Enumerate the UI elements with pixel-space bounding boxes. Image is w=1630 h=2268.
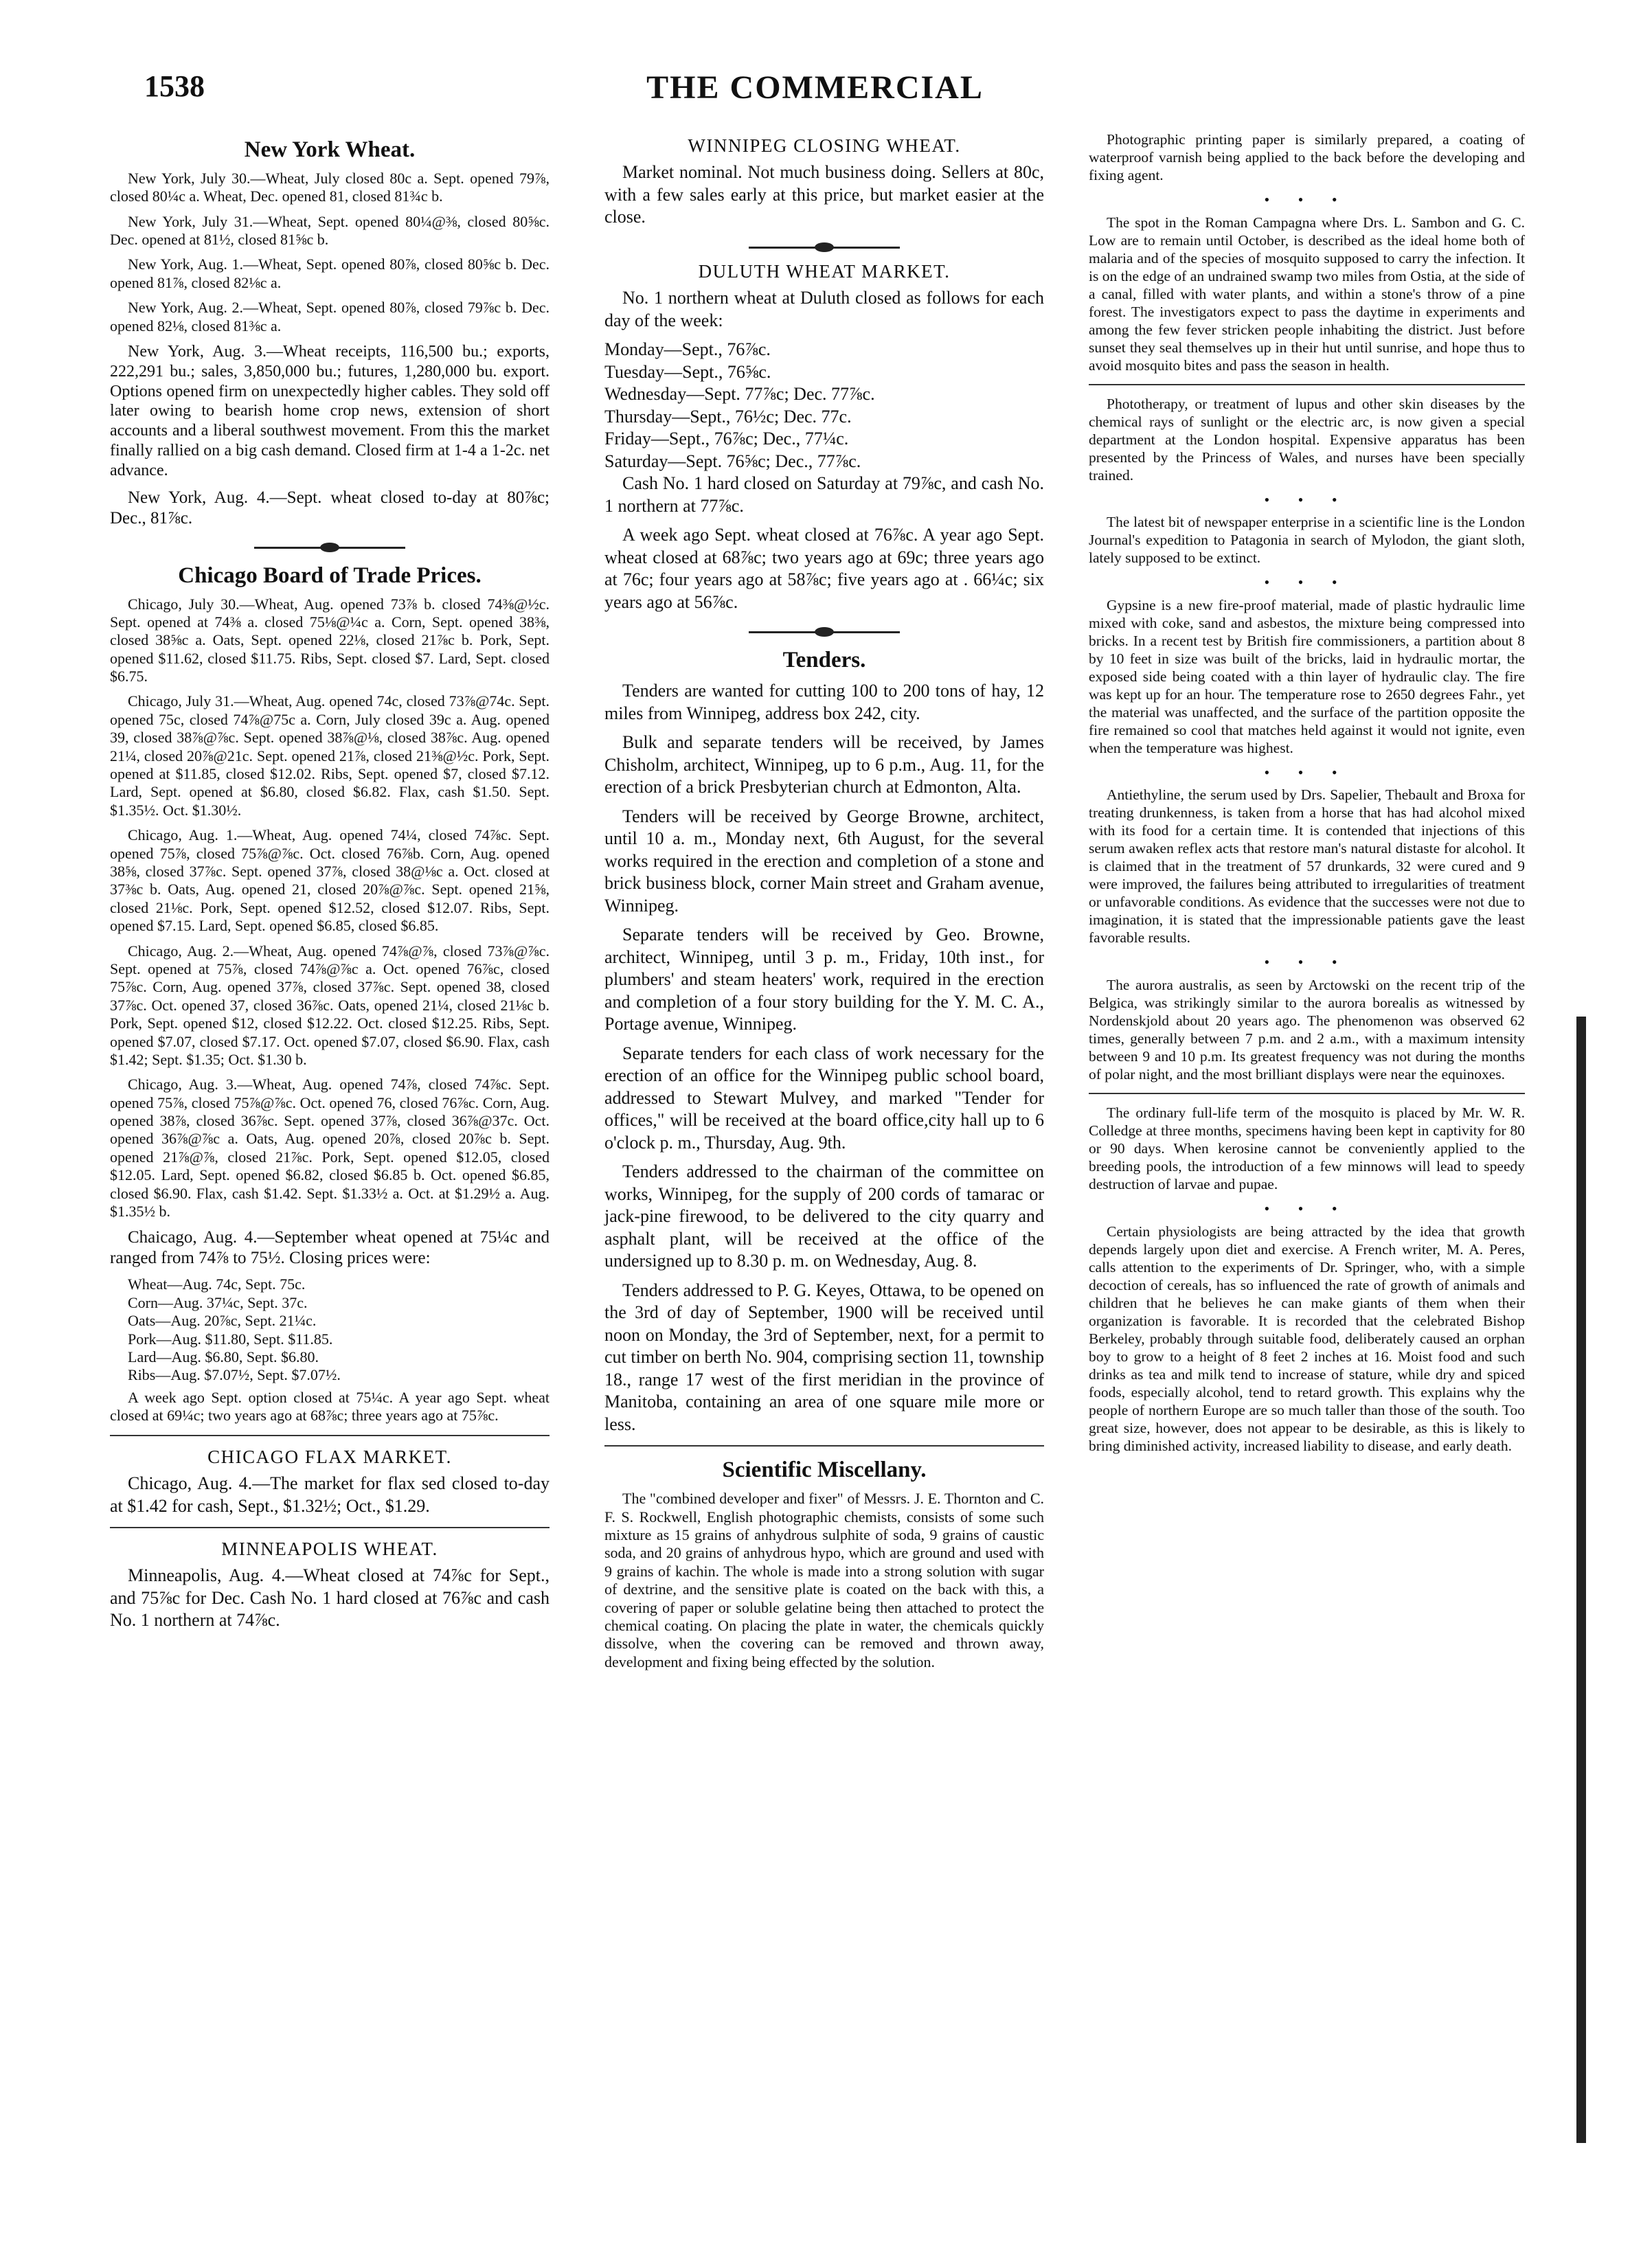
section-divider [1089, 384, 1525, 385]
scientific-item: The "combined developer and fixer" of Messrs. J. E. Thornton and C. F. S. Rockwell, English photographic chemists, consists of some such mixture as 15 grains of anhydrous sulphite of soda, 9 grains of caustic soda, and 20 grains of anhydrous hypo, which are ground and used with 9 grains of kachin. The whole is made into a strong solution with sugar of dextrine, and the sensitive plate is coated on the back with this, a covering of paper or soluble gelatine being then attached to protect the chemical coating. On placing the plate in water, the chemicals quickly dissolve, when the covering can be removed and thrown away, development and fixing being effected by the solution. [604, 1490, 1044, 1670]
minneapolis-report: Minneapolis, Aug. 4.—Wheat closed at 74⅞c for Sept., and 75⅞c for Dec. Cash No. 1 hard closed at 76⅞c and cash No. 1 northern at 74⅞c. [110, 1565, 550, 1631]
page-header [0, 69, 1630, 117]
scientific-item: The latest bit of newspaper enterprise in a scientific line is the London Journal's expedition to Patagonia in search of Mylodon, the giant sloth, lately supposed to be extinct. [1089, 514, 1525, 567]
duluth-week-ago: A week ago Sept. wheat closed at 76⅞c. A year ago Sept. wheat closed at 68⅞c; two years ago at 69c; three years ago at 76c; four years ago at 58⅞c; five years ago at . 66¼c; six years ago at 56⅞c. [604, 525, 1044, 612]
scientific-heading: Scientific Miscellany. [722, 1458, 927, 1483]
ny-report: New York, Aug. 2.—Wheat, Sept. opened 80⅞, closed 79⅞c b. Dec. opened 82⅛, closed 81⅜c a. [110, 299, 550, 334]
section-rule [749, 623, 900, 641]
tender-notice: Separate tenders for each class of work necessary for the erection of an office for the Winnipeg public school board, addressed to Stewart Mulvey, and marked "Tender for offices," will be received at the board office,city hall up to 6 o'clock p. m., Thursday, Aug. 9th. [604, 1043, 1044, 1153]
ny-report: New York, Aug. 1.—Wheat, Sept. opened 80⅞, closed 80⅝c b. Dec. opened 81⅞, closed 82⅛c a. [110, 256, 550, 291]
scientific-item: Photographic printing paper is similarly prepared, a coating of waterproof varnish being applied to the back before the developing and fixing agent. [1089, 131, 1525, 183]
scientific-item: Phototherapy, or treatment of lupus and other skin diseases by the chemical rays of sunlight or the electric arc, is now given a special department at the London hospital. Expensive apparatus has been presented by the Princess of Wales, and nurses have been specially trained. [1089, 395, 1525, 484]
scientific-item: Certain physiologists are being attracted by the idea that growth depends largely upon diet and exercise. A French writer, M. A. Peres, calls attention to the experiments of Dr. Springer, who, with a simple decoction of cereals, has so influenced the rate of growth of animals and children that he believes he can make giants of them when their organization is favorable. It is recorded that the celebrated Bishop Berkeley, probably through suitable food, deliberately caused an orphan boy to grow to a height of 8 feet 2 inches at 16. Moist food and such drinks as tea and milk tend to increase of stature, while dry and spiced foods, especially alcohol, tend to retard growth. This explains why the people of northern Europe are so much taller than those of the south. Too great size, however, does not appear to be desirable, as this is likely to bring diminished activity, increased liability to disease, and early death. [1089, 1223, 1525, 1454]
closing-price-line: Lard—Aug. $6.80, Sept. $6.80. [128, 1348, 319, 1365]
duluth-intro: No. 1 northern wheat at Duluth closed as follows for each day of the week: [604, 288, 1044, 330]
right-column [1089, 131, 1525, 1462]
ny-report: New York, July 31.—Wheat, Sept. opened 80¼@⅜, closed 80⅝c. Dec. opened at 81½, closed 81⅝c b. [110, 212, 550, 249]
ny-report: New York, Aug. 3.—Wheat receipts, 116,500 bu.; exports, 222,291 bu.; sales, 3,850,000 bu.; futures, 1,280,000 bu. export. Options opened firm on unexpectedly higher cables. They sold off later owing to bearish home crop news, extension of short accounts and a liberal southwest movement. From this the market finally rallied on a big cash demand. Closed firm at 1-4 a 1-2c. net advance. [110, 343, 550, 479]
duluth-section [604, 260, 1044, 613]
section-rule [749, 238, 900, 256]
chicago-report: Chicago, Aug. 2.—Wheat, Aug. opened 74⅞@⅞, closed 73⅞@⅞c. Sept. opened at 75⅞, closed 74⅞@⅞c a. Oct. opened 76⅞c, closed 75⅞c. Corn, Aug. opened 37⅞, closed 37⅞c. Sept. opened 38, closed 37⅞c. Oct. opened 37, closed 36⅞c. Oats, opened 21¼, closed 21⅛c b. Pork, Sept. opened $12, closed $12.22. Oct. closed $12.25. Ribs, Sept. opened $7.07, closed $7.17. Oct. opened $7.07, closed $6.90. Flax, cash $1.42; Sept. $1.35; Oct. $1.30 b. [110, 942, 550, 1068]
ny-report: New York, July 30.—Wheat, July closed 80c a. Sept. opened 79⅞, closed 80¼c a. Wheat, Dec. opened 81, closed 81¾c b. [110, 169, 550, 205]
section-divider [110, 1527, 550, 1528]
chicago-flax-section [110, 1446, 550, 1517]
duluth-day-line: Thursday—Sept., 76½c; Dec. 77c. [604, 406, 852, 427]
item-separator: • • • [1264, 953, 1350, 971]
tender-notice: Tenders addressed to P. G. Keyes, Ottawa, to be opened on the 3rd of day of September, 1900 will be received until noon on Monday, the 3rd of September, next, for a permit to cut timber on berth No. 904, comprising section 11, township 18., range 17 west of the first meridian in the province of Manitoba, containing an area of one square mile more or less. [604, 1280, 1044, 1434]
tender-notice: Separate tenders will be received by Geo. Browne, architect, Winnipeg, until 3 p. m., Friday, 10th inst., for plumbers' and steam heaters' work, required in the erection and completion of a four story building for the Y. M. C. A., Portage avenue, Winnipeg. [604, 925, 1044, 1034]
section-divider [604, 1445, 1044, 1447]
scientific-item: The spot in the Roman Campagna where Drs. L. Sambon and G. C. Low are to remain until October, is described as the ideal home both of malaria and of the species of mosquito supposed to carry the infection. It is on the edge of an undrained swamp two miles from Ostia, at the side of a canal, filled with water plants, and within a stone's throw of a pine forest. The investigators expect to pass the daytime in experiments and among the few fever stricken people inhabiting the district. Just before sunset they seal themselves up in their hut until sunrise, and hope thus to avoid mosquito bites and pass the season in health. [1089, 214, 1525, 374]
tender-notice: Tenders will be received by George Browne, architect, until 10 a. m., Monday next, 6th August, for the several works required in the erection and completion of a stone and brick business block, corner Main street and Graham avenue, Winnipeg. [604, 806, 1044, 916]
section-divider [110, 1435, 550, 1436]
item-separator: • • • [1264, 763, 1350, 781]
minneapolis-heading: MINNEAPOLIS WHEAT. [221, 1539, 438, 1559]
tender-notice: Bulk and separate tenders will be received, by James Chisholm, architect, Winnipeg, up to 6 p.m., Aug. 11, for the erection of a brick Presbyterian church at Edmonton, Alta. [604, 732, 1044, 797]
left-column [110, 131, 550, 1642]
closing-price-line: Corn—Aug. 37¼c, Sept. 37c. [128, 1293, 308, 1311]
duluth-day-line: Wednesday—Sept. 77⅞c; Dec. 77⅞c. [604, 384, 875, 405]
minneapolis-section [110, 1538, 550, 1632]
page-number: 1538 [144, 69, 205, 103]
tender-notice: Tenders addressed to the chairman of the committee on works, Winnipeg, for the supply of 200 cords of tamarac or jack-pine firewood, to be delivered to the city quarry and asphalt plant, will be received at the office of the undersigned up to 8.30 p. m. on Wednesday, Aug. 8. [604, 1161, 1044, 1271]
item-separator: • • • [1264, 490, 1350, 508]
chicago-flax-report: Chicago, Aug. 4.—The market for flax sed closed to-day at $1.42 for cash, Sept., $1.32½; Oct., $1.29. [110, 1473, 550, 1516]
winnipeg-heading: WINNIPEG CLOSING WHEAT. [688, 135, 961, 156]
duluth-day-line: Tuesday—Sept., 76⅝c. [604, 361, 771, 382]
scientific-section [604, 1456, 1044, 1671]
new-york-wheat-heading: New York Wheat. [244, 137, 416, 162]
chicago-board-heading: Chicago Board of Trade Prices. [178, 563, 482, 588]
page-title: THE COMMERCIAL [646, 69, 984, 106]
duluth-day-line: Friday—Sept., 76⅞c; Dec., 77¼c. [604, 429, 849, 449]
section-rule [254, 538, 405, 556]
scan-edge-shadow [1576, 1017, 1586, 2143]
closing-price-line: Pork—Aug. $11.80, Sept. $11.85. [128, 1330, 333, 1348]
scientific-item: The ordinary full-life term of the mosquito is placed by Mr. W. R. Colledge at three months, specimens having been kept in captivity for 80 or 90 days. When kerosine cannot be conveniently applied to the breeding pools, the introduction of a few minnows will lead to speedy destruction of larvae and pupae. [1089, 1104, 1525, 1193]
closing-price-line: Wheat—Aug. 74c, Sept. 75c. [128, 1275, 306, 1293]
duluth-day-line: Saturday—Sept. 76⅝c; Dec., 77⅞c. [604, 451, 861, 471]
tender-notice: Tenders are wanted for cutting 100 to 200 tons of hay, 12 miles from Winnipeg, address box 242, city. [604, 681, 1044, 723]
closing-price-line: Ribs—Aug. $7.07½, Sept. $7.07½. [128, 1366, 341, 1384]
chicago-report: Chicago, July 31.—Wheat, Aug. opened 74c, closed 73⅞@74c. Sept. opened 75c, closed 74⅞@75c a. Corn, July closed 39c a. Aug. opened 39, closed 38⅞@⅞c. Sept. opened 38⅞@⅛, closed 38⅞c. Aug. opened 21¼, closed 20⅞@21c. Sept. opened 21⅞, closed 21⅜@½c. Pork, Sept. opened at $11.85, closed $12.02. Ribs, Sept. opened $7, closed $7.12. Lard, Sept. opened at $6.80, closed $6.82. Flax, cash $1.50. Sept. $1.35½. Oct. $1.30½. [110, 692, 550, 819]
duluth-days-list [604, 339, 1044, 473]
chicago-report: Chicago, Aug. 3.—Wheat, Aug. opened 74⅞, closed 74⅞c. Sept. opened 75⅞, closed 75⅞@⅞c. Oct. opened 76, closed 76⅞c. Corn, Aug. opened 38⅞, closed 36⅞c. Sept. opened 37⅞, closed 36⅞@37c. Oct. opened 36⅞@⅞c a. Oats, Aug. opened 20⅞, closed 20⅞c b. Sept. opened 21⅞@⅞, closed 21⅞c. Pork, Sept. opened $12.05, closed $12.05. Lard, Sept. opened $6.82, closed $6.85 b. Oct. opened $6.85, closed $6.90. Flax, cash $1.42. Sept. $1.33½ a. Oct. at $1.29½ a. Aug. $1.35½ b. [110, 1076, 550, 1221]
item-separator: • • • [1264, 191, 1350, 208]
ny-report: New York, Aug. 4.—Sept. wheat closed to-day at 80⅞c; Dec., 81⅞c. [110, 488, 550, 528]
duluth-heading: DULUTH WHEAT MARKET. [698, 260, 951, 282]
new-york-wheat-section [110, 136, 550, 529]
tenders-section [604, 646, 1044, 1436]
item-separator: • • • [1264, 574, 1350, 591]
closing-prices-list [110, 1275, 550, 1384]
winnipeg-report: Market nominal. Not much business doing. Sellers at 80c, with a few sales early at this price, but market easier at the close. [604, 162, 1044, 227]
chicago-flax-heading: CHICAGO FLAX MARKET. [207, 1446, 452, 1467]
winnipeg-section [604, 135, 1044, 229]
closing-price-line: Oats—Aug. 20⅞c, Sept. 21¼c. [128, 1312, 317, 1330]
chicago-report: Chicago, Aug. 1.—Wheat, Aug. opened 74¼, closed 74⅞c. Sept. opened 75⅞, closed 75⅞@⅞c. Oct. closed 76⅞b. Corn, Aug. opened 38⅝, closed 37⅞c. Sept. opened 37⅞, closed 38@⅛c a. Oct. closed at 37⅜c b. Oats, Aug. opened 21, closed 20⅞@⅞c. Sept. opened 21⅝, closed 21⅛c. Pork, Sept. opened $12.52, closed $12.07. Ribs, Sept. opened $7.15. Lard, Sept. opened $6.85, closed $6.85. [110, 826, 550, 935]
chicago-report: Chaicago, Aug. 4.—September wheat opened at 75¼c and ranged from 74⅞ to 75½. Closing prices were: [110, 1228, 550, 1268]
middle-column [604, 131, 1044, 1681]
section-divider [1089, 1093, 1525, 1094]
scientific-item: Gypsine is a new fire-proof material, made of plastic hydraulic lime mixed with coke, sand and asbestos, the mixture being compressed into bricks. In a recent test by British fire commissioners, a partition about 8 by 10 feet in size was built of the bricks, laid in hydraulic mortar, the exposed side being coated with a thin layer of hydraulic clay. The fire was kept up for an hour. The temperature rose to 2650 degrees Fahr., yet the material was unaffected, and the surface of the partition opposite the fire remained so cool that matches held against it would not ignite, even when the temperature was highest. [1089, 596, 1525, 756]
scientific-item: Antiethyline, the serum used by Drs. Sapelier, Thebault and Broxa for treating drunkenness, is taken from a horse that has had alcohol mixed with its food for a certain time. It is contended that injections of this serum awaken reflex acts that restore man's natural distaste for alcohol. It is claimed that in the treatment of 57 drunkards, 32 were cured and 9 were improved, the failures being attributed to irregularities of treatment or unfavorable conditions. As evidence that the successes were not due to imagination, it is stated that the impressionable patients gave the least favorable results. [1089, 786, 1525, 946]
item-separator: • • • [1264, 1200, 1350, 1218]
tenders-heading: Tenders. [782, 648, 866, 673]
chicago-report: Chicago, July 30.—Wheat, Aug. opened 73⅞ b. closed 74⅜@½c. Sept. opened at 74⅜ a. closed 75⅛@¼c a. Corn, Sept. opened 38⅜, closed 38⅝c a. Oats, Sept. opened 22⅛, closed 21⅞c b. Pork, Sept. opened $11.62, closed $11.75. Ribs, Sept. closed $7. Lard, Sept. closed $6.75. [110, 595, 550, 685]
duluth-day-line: Monday—Sept., 76⅞c. [604, 339, 771, 360]
chicago-week-ago: A week ago Sept. option closed at 75¼c. A year ago Sept. wheat closed at 69¼c; two years ago at 68⅞c; three years ago at 75⅞c. [110, 1388, 550, 1425]
duluth-cash: Cash No. 1 hard closed on Saturday at 79⅞c, and cash No. 1 northern at 77⅞c. [604, 473, 1044, 516]
chicago-board-section [110, 562, 550, 1425]
scientific-item: The aurora australis, as seen by Arctowski on the recent trip of the Belgica, was strikingly similar to the aurora borealis as witnessed by Nordenskjold about 20 years ago. The phenomenon was observed 62 times, generally between 7 p.m. and 2 a.m., with a maximum intensity between 9 and 10 p.m. Its greatest frequency was not during the months of polar night, and the most brilliant displays were near the equinoxes. [1089, 977, 1525, 1083]
